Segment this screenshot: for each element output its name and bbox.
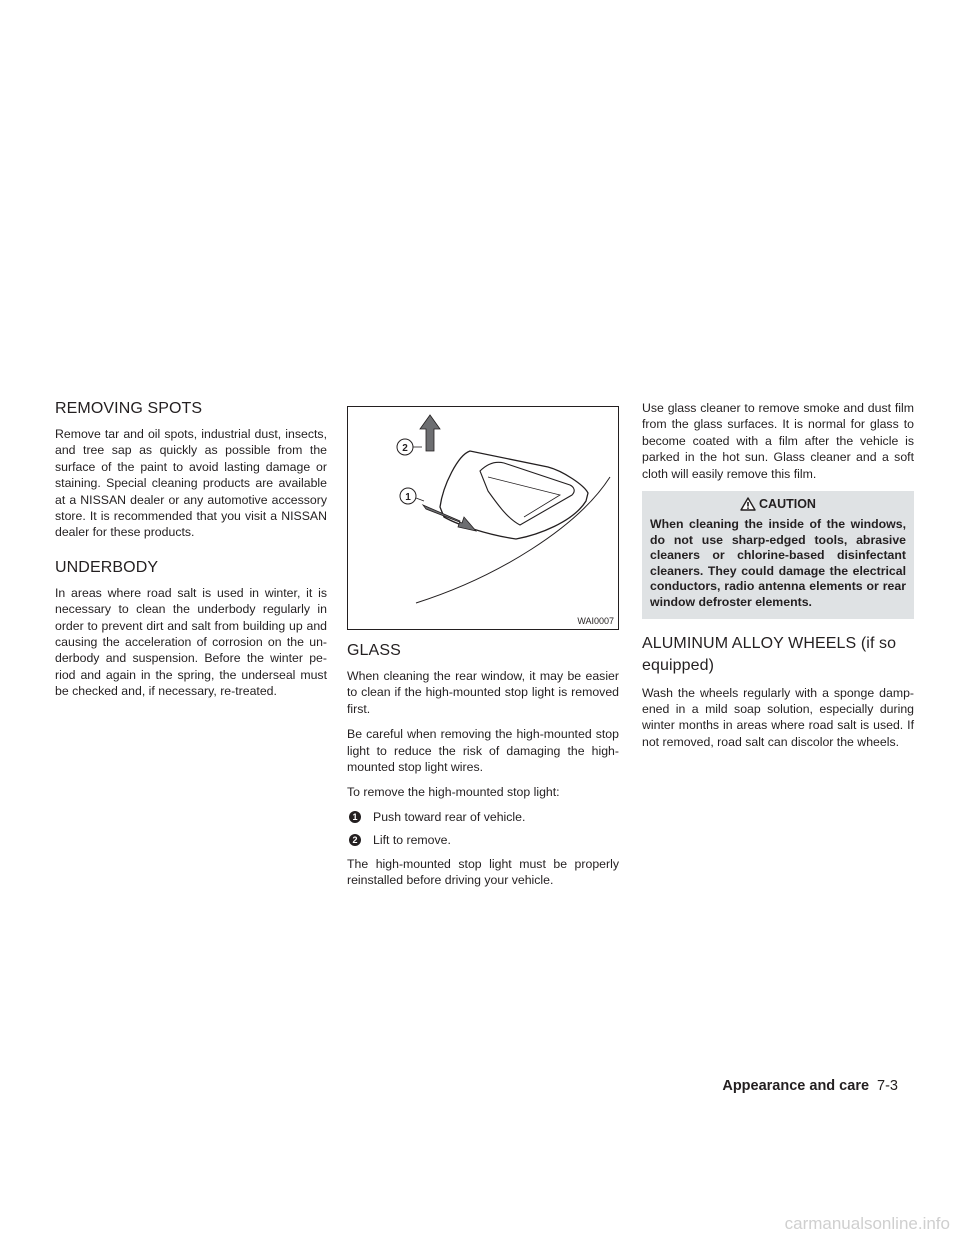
column-right (642, 400, 914, 759)
step-number-icon: 2 (349, 834, 361, 846)
wheels-heading: ALUMINUM ALLOY WHEELS (if so equipped) (642, 634, 897, 674)
glass-paragraph-5: Use glass cleaner to remove smoke and dust film from the glass surfaces. It is normal for glass to become coated with a film after the vehicle is parked in the hot sun. Glass cleaner and a soft cloth will easily remove this film. (642, 401, 914, 481)
caution-header (650, 497, 906, 511)
column-middle (347, 400, 619, 898)
step-text: Push toward rear of vehicle. (373, 809, 526, 824)
glass-paragraph-3: To remove the high-mounted stop light: (347, 785, 560, 800)
caution-box (642, 491, 914, 619)
caution-title: CAUTION (759, 497, 816, 512)
callout-2-label: 2 (402, 443, 408, 454)
glass-heading: GLASS (347, 642, 401, 659)
callout-1-label: 1 (405, 492, 411, 503)
removing-spots-text: Remove tar and oil spots, industrial dust, insects, and tree sap as quickly as possible from the surface of the paint to avoid lasting damage or staining. Special cleaning products are available at a NISSAN dealer or any automotive accessory store. It is recommended that you visit a NISSAN dealer for these products. (55, 427, 327, 540)
underbody-text: In areas where road salt is used in winter, it is necessary to clean the underbody regularly in order to prevent dirt and salt from building up and causing the acceleration of corrosion on the un-derbody and suspension. Before the winter pe-riod and again in the spring, the underseal must be checked and, if necessary, re-treated. (55, 585, 327, 699)
wheels-text: Wash the wheels regularly with a sponge damp-ened in a mild soap solution, especially during winter months in areas where road salt is used. If not removed, road salt can discolor the wheels. (642, 685, 914, 749)
stop-light-figure (347, 406, 619, 630)
column-left (55, 400, 327, 709)
step-item (347, 833, 619, 847)
footer-section-title: Appearance and care (722, 1078, 870, 1094)
figure-code: WAI0007 (577, 616, 614, 626)
watermark: carmanualsonline.info (784, 1214, 950, 1233)
removing-spots-heading: REMOVING SPOTS (55, 400, 203, 417)
step-text: Lift to remove. (373, 832, 451, 847)
glass-paragraph-1: When cleaning the rear window, it may be easier to clean if the high-mounted stop light is removed first. (347, 669, 619, 716)
underbody-heading: UNDERBODY (55, 558, 159, 576)
caution-text: When cleaning the inside of the windows, do not use sharp-edged tools, abrasive cleaners or chlorine-based disinfectant cleaners. They could damage the electrical conductors, radio antenna elements or rear window defroster elements. (650, 517, 906, 609)
page-footer (722, 1078, 898, 1094)
page-number: 7-3 (877, 1078, 898, 1094)
warning-triangle-icon (740, 497, 756, 511)
step-number-icon: 1 (349, 811, 361, 823)
step-item (347, 810, 619, 824)
stop-light-illustration (348, 407, 620, 631)
glass-paragraph-4: The high-mounted stop light must be properly reinstalled before driving your vehicle. (347, 856, 619, 888)
glass-paragraph-2: Be careful when removing the high-mounted stop light to reduce the risk of damaging the high-mounted stop light wires. (347, 727, 619, 775)
